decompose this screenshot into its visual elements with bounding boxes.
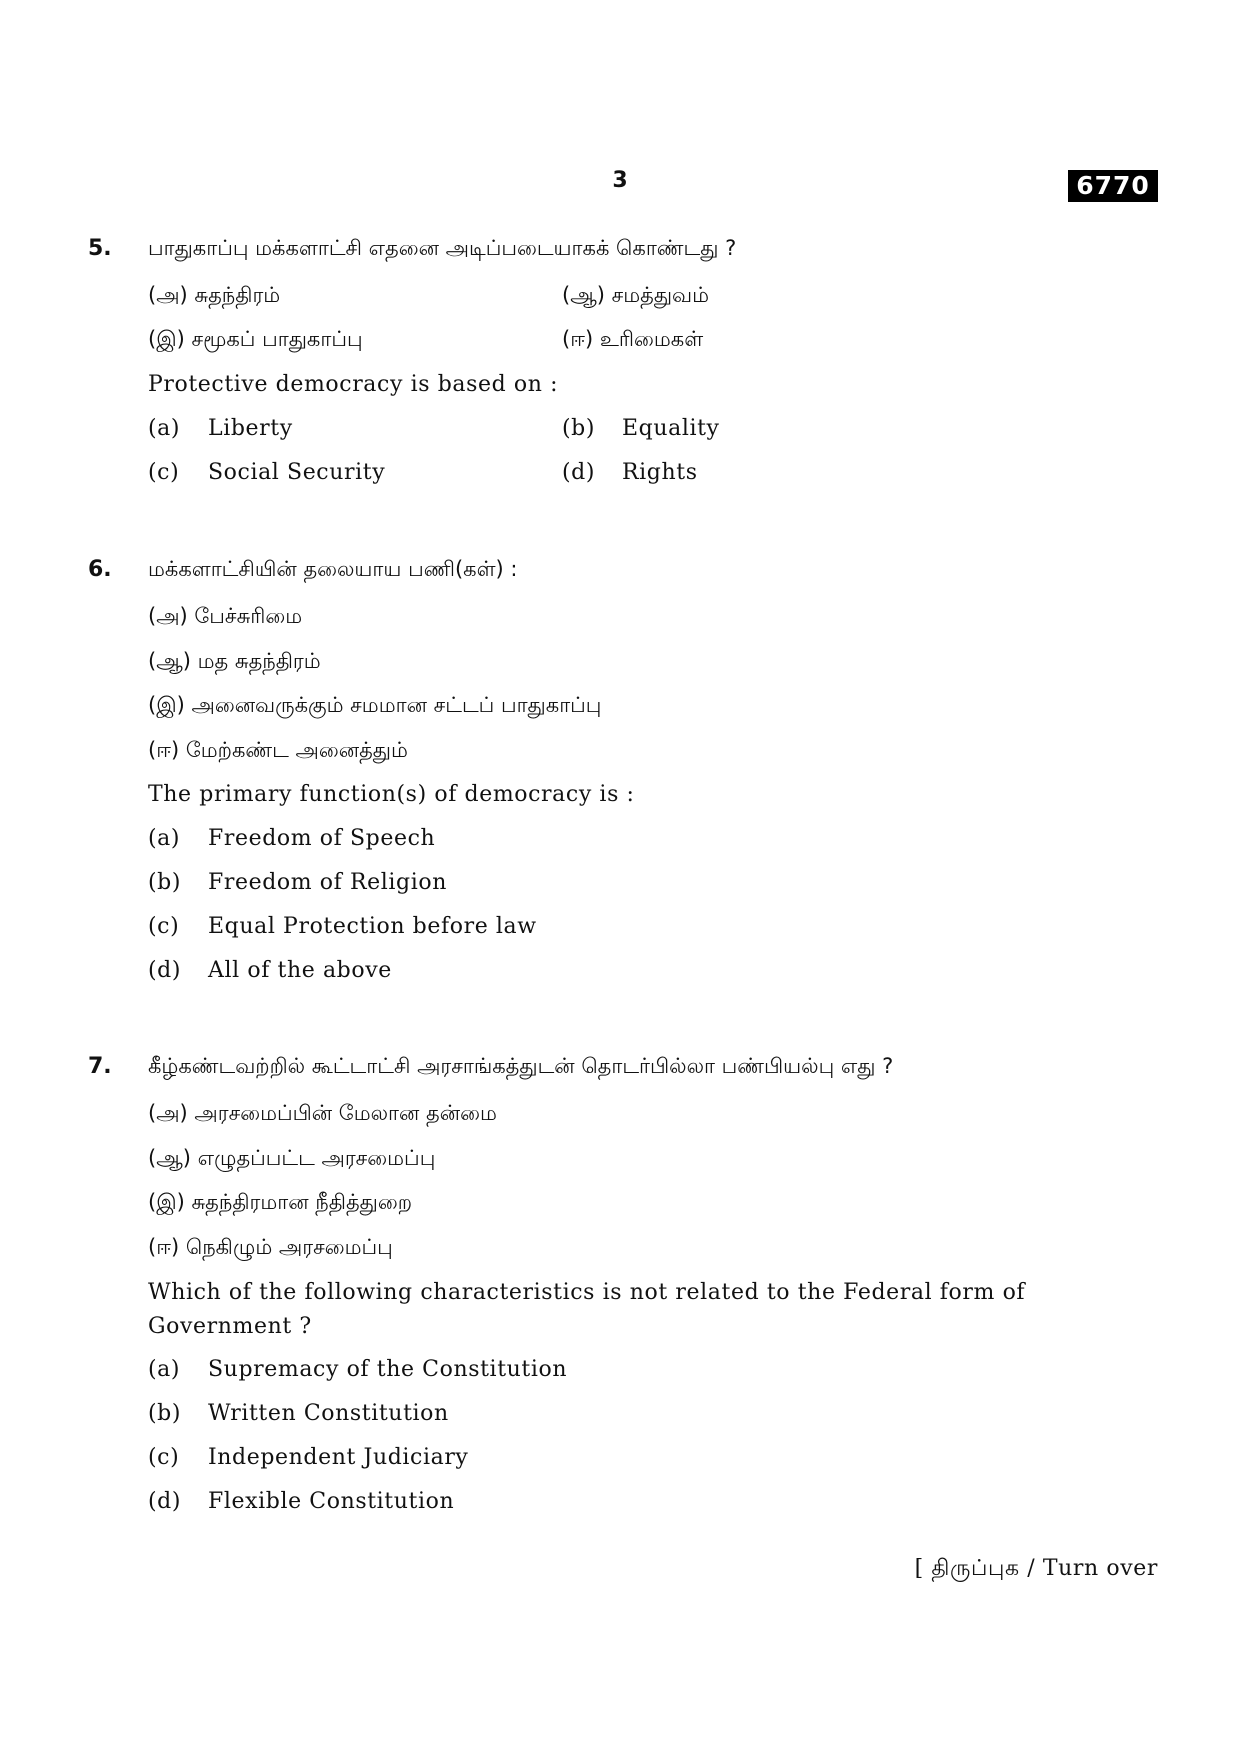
option-text: Liberty [208,416,293,441]
english-question-text: The primary function(s) of democracy is : [148,782,635,807]
english-option [148,914,537,939]
tamil-option: (இ) சுதந்திரமான நீதித்துறை [148,1190,413,1214]
tamil-question-text: கீழ்கண்டவற்றில் கூட்டாட்சி அரசாங்கத்துடன் தொடர்பில்லா பண்பியல்பு எது ? [148,1054,894,1078]
english-option [148,1445,468,1470]
option-label: (d) [148,958,182,983]
option-text: Flexible Constitution [208,1489,455,1514]
question-number: 6. [88,557,112,582]
option-text: Independent Judiciary [208,1445,469,1470]
tamil-question-text: பாதுகாப்பு மக்களாட்சி எதனை அடிப்படையாகக் கொண்டது ? [148,236,737,260]
option-text: Supremacy of the Constitution [208,1357,568,1382]
tamil-option: (ஆ) எழுதப்பட்ட அரசமைப்பு [148,1146,436,1170]
tamil-option: (அ) அரசமைப்பின் மேலான தன்மை [148,1101,497,1125]
option-text: Rights [622,460,698,485]
english-option [148,1401,449,1426]
option-text: Social Security [208,460,386,485]
tamil-option: (ஆ) சமத்துவம் [562,283,710,307]
english-question-text: Which of the following characteristics is not related to the Federal form of Government ? [148,1280,1026,1339]
option-text: Written Constitution [208,1401,449,1426]
tamil-option: (அ) சுதந்திரம் [148,283,281,307]
english-question-text: Protective democracy is based on : [148,372,559,397]
tamil-option: (ஈ) உரிமைகள் [562,327,704,351]
option-text: Equality [622,416,720,441]
option-label: (b) [148,870,182,895]
english-option [148,826,435,851]
option-label: (d) [562,460,596,485]
page-number: 3 [612,168,628,193]
tamil-option: (ஈ) மேற்கண்ட அனைத்தும் [148,738,408,762]
option-label: (b) [148,1401,182,1426]
tamil-option: (ஆ) மத சுதந்திரம் [148,649,321,673]
english-option [148,958,392,983]
english-option [148,1489,454,1514]
english-option [562,416,720,441]
option-label: (c) [148,460,180,485]
tamil-question-text: மக்களாட்சியின் தலையாய பணி(கள்) : [148,557,518,581]
option-label: (a) [148,1357,181,1382]
option-text: Equal Protection before law [208,914,537,939]
paper-code-badge: 6770 [1068,170,1158,202]
question-number: 7. [88,1054,112,1079]
turn-over-note: [ திருப்புக / Turn over [914,1556,1158,1581]
option-label: (b) [562,416,596,441]
option-label: (c) [148,1445,180,1470]
option-text: Freedom of Speech [208,826,436,851]
tamil-option: (இ) அனைவருக்கும் சமமான சட்டப் பாதுகாப்பு [148,693,602,717]
tamil-option: (இ) சமூகப் பாதுகாப்பு [148,327,363,351]
option-text: All of the above [208,958,392,983]
english-option [148,416,293,441]
option-text: Freedom of Religion [208,870,447,895]
english-option [148,460,385,485]
question-number: 5. [88,236,112,261]
tamil-option: (ஈ) நெகிழும் அரசமைப்பு [148,1235,393,1259]
option-label: (d) [148,1489,182,1514]
option-label: (c) [148,914,180,939]
english-option [148,870,447,895]
option-label: (a) [148,416,181,441]
english-option [148,1357,567,1382]
option-label: (a) [148,826,181,851]
tamil-option: (அ) பேச்சுரிமை [148,604,303,628]
english-option [562,460,698,485]
